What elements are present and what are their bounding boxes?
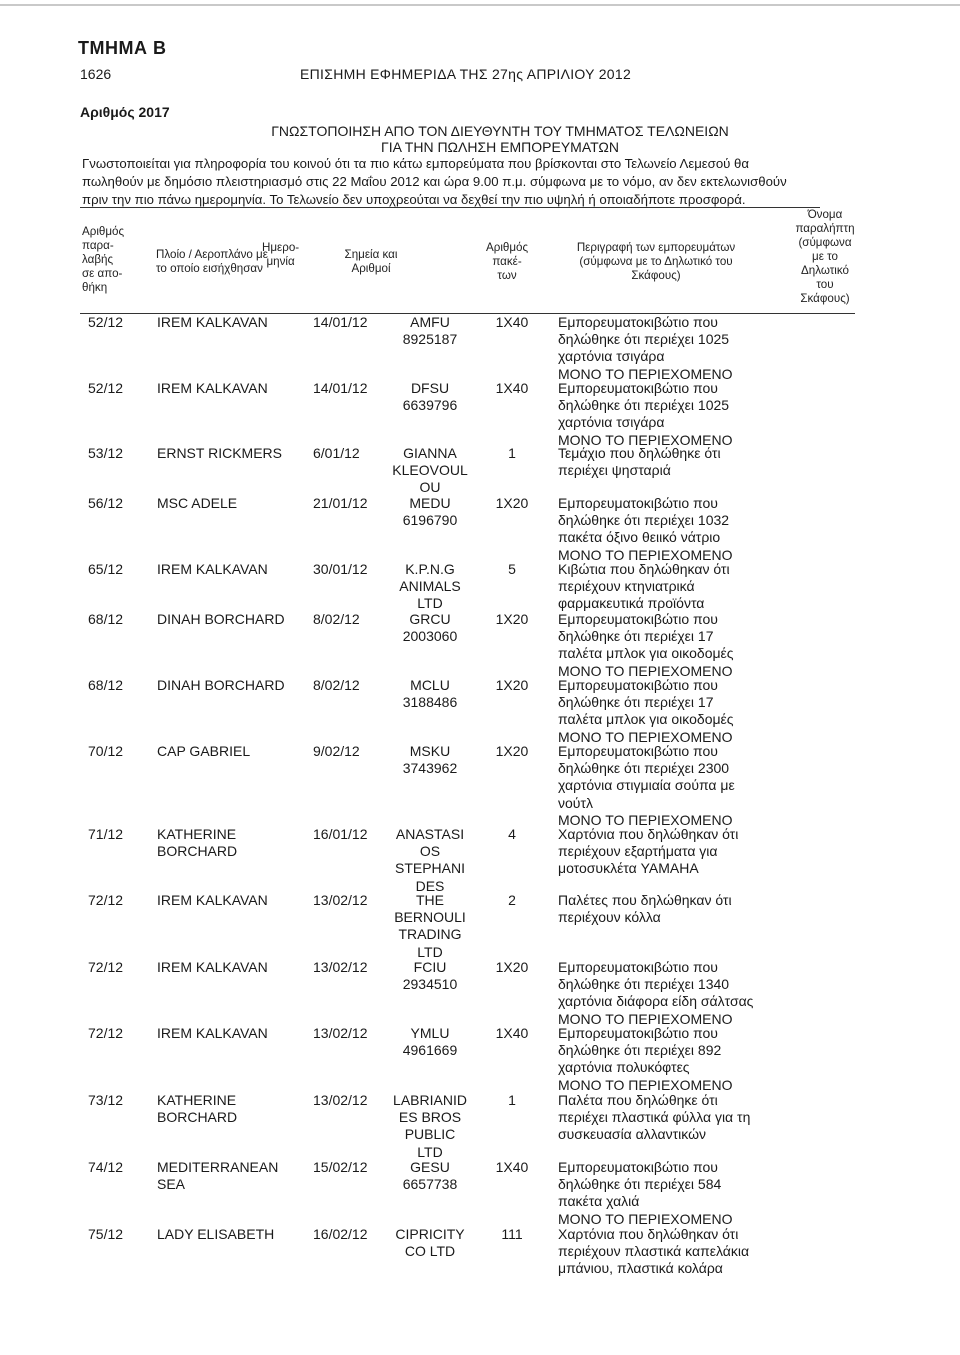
vessel-name (157, 826, 297, 860)
goods-description-line: Κιβώτια που δηλώθηκαν ότι (558, 561, 730, 577)
header-text: Σκάφους) (631, 269, 681, 282)
header-text: Σημεία και (344, 248, 398, 261)
marks-numbers-line: K.P.N.G (405, 561, 455, 577)
marks-numbers-line: ANIMALS (399, 578, 461, 595)
goods-description-line: πακέτα όξινο θειικό νάτριο (558, 529, 721, 546)
marks-numbers (380, 826, 480, 895)
marks-numbers-line: MEDU (409, 495, 451, 511)
goods-description-line: συσκευασία αλλαντικών (558, 1126, 707, 1143)
goods-description-line: παλέτα μπλοκ για οικοδομές (558, 645, 734, 662)
goods-description-line: μπάνιου, πλαστικά κολάρα (558, 1260, 723, 1277)
vessel-name (157, 314, 297, 331)
goods-description-line: δηλώθηκε ότι περιέχει 892 (558, 1042, 722, 1059)
marks-numbers-line: OU (419, 479, 441, 496)
header-text: των (497, 269, 517, 282)
marks-numbers (380, 445, 480, 497)
vessel-name (157, 1226, 297, 1243)
goods-description-line: ΜΟΝΟ ΤΟ ΠΕΡΙΕΧΟΜΕΝΟ (558, 1076, 733, 1093)
goods-description (558, 826, 798, 878)
package-count: 1X20 (495, 611, 529, 627)
goods-description (558, 1092, 798, 1144)
receipt-number: 72/12 (88, 892, 124, 908)
marks-numbers (380, 1025, 480, 1059)
goods-description-line: Εμπορευματοκιβώτιο που (558, 611, 718, 627)
package-count: 111 (501, 1226, 523, 1242)
package-count: 1X40 (495, 1025, 529, 1041)
column-header-number (82, 225, 124, 295)
marks-numbers (380, 677, 480, 711)
receipt-number: 72/12 (88, 1025, 124, 1041)
goods-description-line: Εμπορευματοκιβώτιο που (558, 495, 718, 511)
vessel-name (157, 1159, 297, 1193)
marks-numbers-line: MCLU (410, 677, 450, 693)
marks-numbers-line: 6196790 (402, 512, 458, 529)
vessel-name-line: IREM KALKAVAN (157, 1025, 268, 1041)
goods-description (558, 959, 798, 1028)
header-text: Αριθμός (82, 225, 125, 238)
header-text: θήκη (82, 281, 108, 294)
package-count: 1 (508, 1092, 516, 1108)
page-top-rule (0, 4, 960, 6)
goods-description-line: ΜΟΝΟ ΤΟ ΠΕΡΙΕΧΟΜΕΝΟ (558, 431, 733, 448)
goods-description (558, 445, 798, 479)
marks-numbers (380, 1092, 480, 1161)
intro-underline (80, 207, 820, 208)
marks-numbers (380, 1226, 480, 1260)
marks-numbers-line: STEPHANI (394, 860, 465, 877)
marks-numbers-line: LTD (417, 1143, 443, 1160)
vessel-name-line: BORCHARD (157, 1109, 238, 1126)
marks-numbers-line: 6657738 (402, 1176, 458, 1193)
marks-numbers-line: YMLU (410, 1025, 450, 1041)
goods-description-line: περιέχουν κόλλα (558, 909, 661, 926)
goods-description-line: Εμπορευματοκιβώτιο που (558, 1025, 718, 1041)
receipt-number: 73/12 (88, 1092, 124, 1108)
vessel-name (157, 380, 297, 397)
goods-description-line: περιέχουν πλαστικά καπελάκια (558, 1243, 750, 1260)
vessel-name-line: LADY ELISABETH (157, 1226, 275, 1242)
goods-description-line: Εμπορευματοκιβώτιο που (558, 1159, 718, 1175)
page-number: 1626 (80, 66, 112, 82)
marks-numbers (380, 380, 480, 414)
marks-numbers-line: GIANNA (403, 445, 457, 461)
goods-description (558, 561, 798, 613)
header-text: Αριθμός (486, 241, 529, 254)
header-text: παρα- (82, 239, 114, 252)
goods-description-line: χαρτόνια διάφορα είδη σάλτσας (558, 993, 754, 1010)
marks-numbers-line: DFSU (410, 380, 450, 396)
vessel-name-line: DINAH BORCHARD (157, 611, 285, 627)
receipt-number: 72/12 (88, 959, 124, 975)
goods-description-line: Εμπορευματοκιβώτιο που (558, 959, 718, 975)
package-count: 1X40 (495, 1159, 529, 1175)
marks-numbers-line: 2003060 (402, 628, 458, 645)
header-text: Πλοίο / Αεροπλάνο με (156, 248, 268, 261)
goods-description-line: παλέτα μπλοκ για οικοδομές (558, 711, 734, 728)
goods-description-line: μοτοσυκλέτα YAMAHA (558, 860, 699, 877)
marks-numbers (380, 611, 480, 645)
package-count: 1X20 (495, 959, 529, 975)
marks-numbers-line: MSKU (409, 743, 451, 759)
column-header-date (262, 241, 299, 269)
arrival-date: 16/01/12 (313, 826, 368, 842)
receipt-number: 56/12 (88, 495, 124, 511)
intro-line-1: Γνωστοποιείται για πληροφορία του κοινού ότι τα πιο κάτω εμπορεύματα που βρίσκονται στο Τελωνείο Λεμεσού θα (82, 156, 749, 171)
marks-numbers-line: LTD (417, 595, 443, 612)
vessel-name (157, 677, 297, 694)
goods-description (558, 743, 798, 829)
marks-numbers (380, 959, 480, 993)
header-text: Σκάφους) (800, 292, 850, 305)
arrival-date: 16/02/12 (313, 1226, 368, 1242)
marks-numbers (380, 495, 480, 529)
goods-description-line: δηλώθηκε ότι περιέχει 1340 (558, 976, 730, 993)
marks-numbers-line: THE (416, 892, 444, 908)
receipt-number: 53/12 (88, 445, 124, 461)
goods-description-line: χαρτόνια τσιγάρα (558, 414, 665, 431)
column-header-consignee (780, 208, 870, 306)
package-count: 2 (508, 892, 516, 908)
marks-numbers-line: CO LTD (404, 1243, 456, 1260)
header-text: Όνομα (807, 208, 843, 221)
marks-numbers-line: KLEOVOUL (392, 462, 468, 479)
header-text: παραλήπτη (795, 222, 855, 235)
receipt-number: 52/12 (88, 314, 124, 330)
section-heading: ΤΜΗΜΑ Β (78, 38, 167, 58)
arrival-date: 21/01/12 (313, 495, 368, 511)
goods-description-line: περιέχουν κτηνιατρικά (558, 578, 695, 595)
marks-numbers-line: LABRIANID (393, 1092, 467, 1108)
arrival-date: 13/02/12 (313, 959, 368, 975)
vessel-name (157, 445, 297, 462)
marks-numbers-line: 4961669 (402, 1042, 458, 1059)
vessel-name (157, 743, 297, 760)
goods-description-line: Χαρτόνια που δηλώθηκαν ότι (558, 1226, 739, 1242)
marks-numbers-line: 3743962 (402, 760, 458, 777)
package-count: 1X20 (495, 743, 529, 759)
marks-numbers-line: TRADING (398, 926, 462, 943)
vessel-name-line: MSC ADELE (157, 495, 238, 511)
vessel-name-line: IREM KALKAVAN (157, 380, 268, 396)
vessel-name-line: MEDITERRANEAN (157, 1159, 279, 1175)
header-text: λαβής (82, 253, 114, 266)
goods-description (558, 892, 798, 926)
marks-numbers (380, 743, 480, 777)
package-count: 1X40 (495, 380, 529, 396)
marks-numbers-line: BERNOULI (394, 909, 466, 926)
goods-description (558, 495, 798, 564)
goods-description-line: χαρτόνια τσιγάρα (558, 348, 665, 365)
column-header-marks (330, 248, 412, 276)
notice-title-line-2: ΓΙΑ ΤΗΝ ΠΩΛΗΣΗ ΕΜΠΟΡΕΥΜΑΤΩΝ (380, 139, 619, 155)
goods-description-line: Εμπορευματοκιβώτιο που (558, 677, 718, 693)
vessel-name-line: BORCHARD (157, 843, 238, 860)
header-text: σε απο- (82, 267, 123, 280)
goods-description-line: χαρτόνια πολυκόφτες (558, 1059, 690, 1076)
vessel-name-line: IREM KALKAVAN (157, 892, 268, 908)
vessel-name (157, 892, 297, 909)
goods-description-line: ΜΟΝΟ ΤΟ ΠΕΡΙΕΧΟΜΕΝΟ (558, 1210, 733, 1227)
goods-description-line: ΜΟΝΟ ΤΟ ΠΕΡΙΕΧΟΜΕΝΟ (558, 728, 733, 745)
goods-description-line: Εμπορευματοκιβώτιο που (558, 743, 718, 759)
marks-numbers-line: 3188486 (402, 694, 458, 711)
vessel-name-line: SEA (157, 1176, 186, 1193)
goods-description-line: Εμπορευματοκιβώτιο που (558, 380, 718, 396)
vessel-name (157, 959, 297, 976)
goods-description-line: νούτλ (558, 794, 593, 811)
package-count: 4 (508, 826, 516, 842)
goods-description-line: ΜΟΝΟ ΤΟ ΠΕΡΙΕΧΟΜΕΝΟ (558, 365, 733, 382)
arrival-date: 13/02/12 (313, 1025, 368, 1041)
arrival-date: 9/02/12 (313, 743, 360, 759)
marks-numbers-line: OS (419, 843, 441, 860)
header-text: με το (812, 250, 838, 263)
vessel-name-line: IREM KALKAVAN (157, 561, 268, 577)
package-count: 1 (508, 445, 516, 461)
goods-description-line: ΜΟΝΟ ΤΟ ΠΕΡΙΕΧΟΜΕΝΟ (558, 662, 733, 679)
vessel-name (157, 561, 297, 578)
goods-description (558, 677, 798, 746)
marks-numbers-line: GESU (410, 1159, 450, 1175)
marks-numbers (380, 314, 480, 348)
vessel-name-line: IREM KALKAVAN (157, 314, 268, 330)
goods-description (558, 611, 798, 680)
marks-numbers-line: 2934510 (402, 976, 458, 993)
gazette-title: ΕΠΙΣΗΜΗ ΕΦΗΜΕΡΙΔΑ ΤΗΣ 27ης ΑΠΡΙΛΙΟΥ 2012 (300, 66, 632, 82)
goods-description-line: φαρμακευτικά προϊόντα (558, 595, 705, 612)
arrival-date: 30/01/12 (313, 561, 368, 577)
document-number: Αριθμός 2017 (80, 104, 170, 120)
column-header-ship (156, 248, 268, 276)
goods-description (558, 1159, 798, 1228)
vessel-name (157, 1092, 297, 1126)
goods-description-line: δηλώθηκε ότι περιέχει 17 (558, 694, 714, 711)
goods-description-line: δηλώθηκε ότι περιέχει 1025 (558, 331, 730, 348)
vessel-name (157, 1025, 297, 1042)
marks-numbers-line: AMFU (410, 314, 450, 330)
marks-numbers (380, 892, 480, 961)
marks-numbers-line: LTD (417, 943, 443, 960)
goods-description-line: ΜΟΝΟ ΤΟ ΠΕΡΙΕΧΟΜΕΝΟ (558, 811, 733, 828)
marks-numbers-line: ES BROS (398, 1109, 462, 1126)
receipt-number: 65/12 (88, 561, 124, 577)
notice-title-line-1: ΓΝΩΣΤΟΠΟΙΗΣΗ ΑΠΟ ΤΟΝ ΔΙΕΥΘΥΝΤΗ ΤΟΥ ΤΜΗΜΑΤΟΣ ΤΕΛΩΝΕΙΩΝ (271, 123, 729, 139)
package-count: 1X20 (495, 677, 529, 693)
marks-numbers-line: DES (415, 877, 445, 894)
header-text: το οποίο εισήχθησαν (156, 262, 263, 275)
arrival-date: 8/02/12 (313, 677, 360, 693)
marks-numbers-line: 6639796 (402, 397, 458, 414)
marks-numbers-line: GRCU (409, 611, 451, 627)
marks-numbers-line: FCIU (413, 959, 447, 975)
header-text: Δηλωτικό (801, 264, 849, 277)
receipt-number: 74/12 (88, 1159, 124, 1175)
receipt-number: 70/12 (88, 743, 124, 759)
header-text: (σύμφωνα με το Δηλωτικό του (579, 255, 733, 268)
goods-description-line: δηλώθηκε ότι περιέχει 17 (558, 628, 714, 645)
goods-description-line: δηλώθηκε ότι περιέχει 2300 (558, 760, 730, 777)
arrival-date: 13/02/12 (313, 1092, 368, 1108)
marks-numbers-line: PUBLIC (404, 1126, 456, 1143)
vessel-name-line: IREM KALKAVAN (157, 959, 268, 975)
arrival-date: 14/01/12 (313, 314, 368, 330)
goods-description-line: Εμπορευματοκιβώτιο που (558, 314, 718, 330)
receipt-number: 52/12 (88, 380, 124, 396)
marks-numbers-line: ANASTASI (395, 826, 465, 842)
header-text: Ημερο- (262, 241, 300, 254)
arrival-date: 13/02/12 (313, 892, 368, 908)
package-count: 1X40 (495, 314, 529, 330)
goods-description (558, 380, 798, 449)
vessel-name-line: CAP GABRIEL (157, 743, 251, 759)
goods-description-line: Παλέτα που δηλώθηκε ότι (558, 1092, 718, 1108)
header-text: του (816, 278, 834, 291)
goods-description-line: χαρτόνια στιγμιαία σούπα με (558, 777, 735, 794)
goods-description-line: Χαρτόνια που δηλώθηκαν ότι (558, 826, 739, 842)
package-count: 1X20 (495, 495, 529, 511)
receipt-number: 75/12 (88, 1226, 124, 1242)
arrival-date: 15/02/12 (313, 1159, 368, 1175)
goods-description-line: δηλώθηκε ότι περιέχει 1032 (558, 512, 730, 529)
goods-description-line: Παλέτες που δηλώθηκαν ότι (558, 892, 732, 908)
package-count: 5 (508, 561, 516, 577)
goods-description-line: περιέχουν εξαρτήματα για (558, 843, 718, 860)
header-text: Περιγραφή των εμπορευμάτων (576, 241, 736, 254)
column-header-packages (486, 241, 528, 283)
receipt-number: 68/12 (88, 677, 124, 693)
header-text: Αριθμοί (351, 262, 391, 275)
vessel-name-line: ERNST RICKMERS (157, 445, 282, 461)
header-text: μηνία (266, 255, 295, 268)
goods-description (558, 314, 798, 383)
goods-description-line: πακέτα χαλιά (558, 1193, 640, 1210)
goods-description-line: Τεμάχιο που δηλώθηκε ότι (558, 445, 721, 461)
intro-line-3: πριν την πιο πάνω ημερομηνία. Το Τελωνείο δεν υποχρεούται να δεχθεί την πιο υψηλή ή οποιαδήποτε προσφορά. (82, 192, 746, 207)
goods-description-line: ΜΟΝΟ ΤΟ ΠΕΡΙΕΧΟΜΕΝΟ (558, 1010, 733, 1027)
goods-description-line: περιέχει πλαστικά φύλλα για τη (558, 1109, 751, 1126)
vessel-name-line: DINAH BORCHARD (157, 677, 285, 693)
header-text: (σύμφωνα (798, 236, 852, 249)
goods-description (558, 1025, 798, 1094)
marks-numbers (380, 561, 480, 613)
goods-description (558, 1226, 798, 1278)
goods-description-line: ΜΟΝΟ ΤΟ ΠΕΡΙΕΧΟΜΕΝΟ (558, 546, 733, 563)
marks-numbers-line: CIPRICITY (395, 1226, 465, 1242)
receipt-number: 68/12 (88, 611, 124, 627)
goods-description-line: δηλώθηκε ότι περιέχει 1025 (558, 397, 730, 414)
marks-numbers-line: 8925187 (402, 331, 458, 348)
marks-numbers (380, 1159, 480, 1193)
vessel-name (157, 611, 297, 628)
receipt-number: 71/12 (88, 826, 124, 842)
vessel-name-line: KATHERINE (157, 826, 237, 842)
arrival-date: 8/02/12 (313, 611, 360, 627)
vessel-name-line: KATHERINE (157, 1092, 237, 1108)
goods-description-line: περιέχει ψησταριά (558, 462, 671, 479)
vessel-name (157, 495, 297, 512)
arrival-date: 14/01/12 (313, 380, 368, 396)
column-header-description (556, 241, 756, 283)
header-text: πακέ- (492, 255, 522, 268)
arrival-date: 6/01/12 (313, 445, 360, 461)
intro-line-2: πωληθούν με δημόσιο πλειστηριασμό στις 22 Μαΐου 2012 και ώρα 9.00 π.μ. σύμφωνα με το νόμο, αν δεν εκτελωνισθούν (82, 174, 787, 189)
goods-description-line: δηλώθηκε ότι περιέχει 584 (558, 1176, 722, 1193)
